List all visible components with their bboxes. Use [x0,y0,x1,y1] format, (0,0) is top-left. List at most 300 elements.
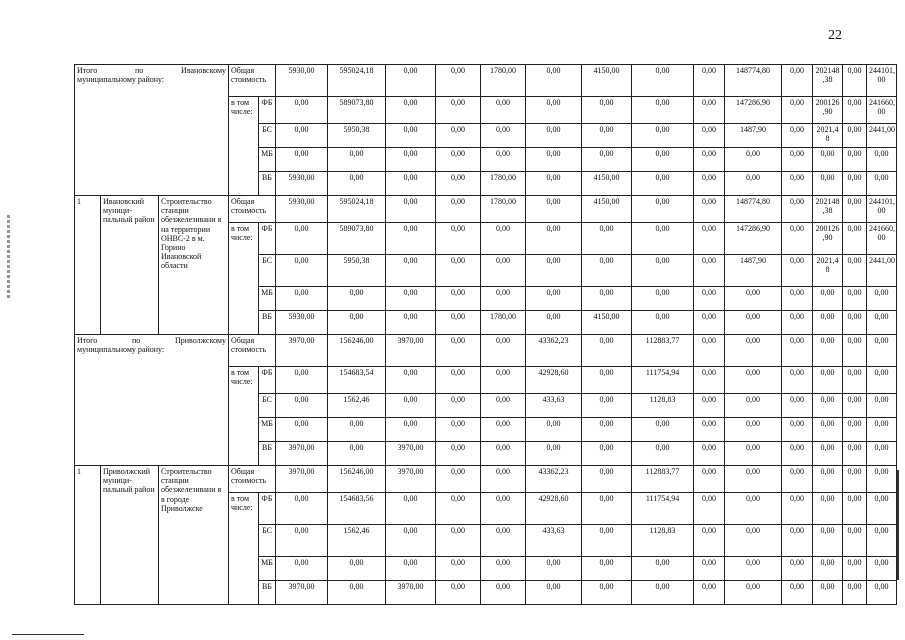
financing-table [74,64,897,605]
funding-source-code: БС [259,124,276,148]
value-cell: 0,00 [843,172,867,196]
value-cell: 0,00 [694,196,725,223]
value-cell: 0,00 [782,124,813,148]
value-cell: 2021,4 8 [813,124,843,148]
funding-source-code: ВБ [259,442,276,466]
value-cell: 0,00 [328,581,386,605]
value-cell: 0,00 [436,65,481,97]
value-cell: 0,00 [867,442,897,466]
value-cell: 0,00 [436,311,481,335]
value-cell: 0,00 [867,287,897,311]
value-cell: 0,00 [436,172,481,196]
value-cell: 0,00 [582,581,632,605]
value-cell: 3970,00 [276,466,328,493]
value-cell: 0,00 [481,493,526,525]
value-cell: 241660, 00 [867,97,897,124]
value-cell: 433,63 [526,525,582,557]
value-cell: 0,00 [582,287,632,311]
value-cell: 0,00 [582,335,632,367]
value-cell: 0,00 [582,442,632,466]
page-number: 22 [828,28,842,43]
value-cell: 111754,94 [632,367,694,394]
value-cell: 0,00 [782,148,813,172]
value-cell: 0,00 [782,442,813,466]
value-cell: 0,00 [725,418,782,442]
value-cell: 0,00 [582,466,632,493]
value-cell: 1128,83 [632,525,694,557]
value-cell: 1487,90 [725,124,782,148]
value-cell: 202148 ,38 [813,65,843,97]
table-row [75,335,897,367]
value-cell: 0,00 [436,223,481,255]
value-cell: 0,00 [582,394,632,418]
value-cell: 0,00 [276,394,328,418]
value-cell: 0,00 [813,418,843,442]
value-cell: 0,00 [694,525,725,557]
value-cell: 112883,77 [632,335,694,367]
value-cell: 156246,00 [328,466,386,493]
value-cell: 0,00 [782,311,813,335]
value-cell: 0,00 [436,394,481,418]
value-cell: 0,00 [843,255,867,287]
value-cell: 0,00 [582,124,632,148]
footnote-rule [12,634,84,635]
value-cell: 0,00 [582,148,632,172]
value-cell: 0,00 [843,525,867,557]
value-cell: 0,00 [725,493,782,525]
value-cell: 0,00 [867,493,897,525]
value-cell: 0,00 [328,442,386,466]
value-cell: 0,00 [386,223,436,255]
value-cell: 0,00 [843,493,867,525]
value-cell: 0,00 [276,148,328,172]
value-cell: 3970,00 [276,581,328,605]
value-cell: 5950,38 [328,124,386,148]
value-cell: 0,00 [481,557,526,581]
value-cell: 0,00 [436,581,481,605]
value-cell: 0,00 [843,581,867,605]
value-cell: 5950,38 [328,255,386,287]
value-cell: 3970,00 [386,581,436,605]
value-cell: 0,00 [694,581,725,605]
value-cell: 0,00 [694,418,725,442]
value-cell: 0,00 [843,287,867,311]
value-cell: 0,00 [867,172,897,196]
value-cell: 0,00 [782,525,813,557]
value-cell: 0,00 [694,311,725,335]
value-cell: 0,00 [526,255,582,287]
value-cell: 0,00 [867,581,897,605]
including-label: в том числе: [229,367,259,466]
value-cell: 2441,00 [867,124,897,148]
value-cell: 0,00 [813,442,843,466]
value-cell: 0,00 [526,124,582,148]
value-cell: 0,00 [867,418,897,442]
value-cell: 0,00 [813,172,843,196]
value-cell: 0,00 [481,124,526,148]
value-cell: 589073,80 [328,97,386,124]
value-cell: 0,00 [436,97,481,124]
table-row [75,65,897,97]
value-cell: 0,00 [276,124,328,148]
value-cell: 0,00 [694,394,725,418]
funding-source-code: ВБ [259,311,276,335]
value-cell: 0,00 [725,367,782,394]
value-cell: 154683,56 [328,493,386,525]
value-cell: 0,00 [725,172,782,196]
including-label: в том числе: [229,493,259,605]
value-cell: 0,00 [632,311,694,335]
project-description: Строительство станции обезжелезивани я в городе Приволжске [159,466,229,605]
value-cell: 0,00 [867,311,897,335]
value-cell: 4150,00 [582,65,632,97]
value-cell: 0,00 [694,335,725,367]
value-cell: 0,00 [526,148,582,172]
value-cell: 0,00 [632,196,694,223]
value-cell: 0,00 [386,311,436,335]
value-cell: 200126 ,90 [813,97,843,124]
value-cell: 0,00 [813,287,843,311]
value-cell: 0,00 [782,493,813,525]
value-cell: 0,00 [481,394,526,418]
funding-source-code: ФБ [259,97,276,124]
value-cell: 0,00 [481,466,526,493]
value-cell: 0,00 [867,557,897,581]
group-total-label-line2: муниципальному району: [77,75,165,85]
value-cell: 5930,00 [276,172,328,196]
value-cell: 0,00 [632,172,694,196]
scan-edge-line [897,470,899,580]
value-cell: 0,00 [526,287,582,311]
value-cell: 0,00 [694,172,725,196]
value-cell: 0,00 [436,335,481,367]
value-cell: 0,00 [436,493,481,525]
value-cell: 589073,80 [328,223,386,255]
value-cell: 0,00 [526,196,582,223]
value-cell: 244101, 00 [867,196,897,223]
value-cell: 0,00 [481,148,526,172]
value-cell: 0,00 [436,148,481,172]
value-cell: 43362,23 [526,335,582,367]
value-cell: 0,00 [694,124,725,148]
value-cell: 0,00 [276,418,328,442]
value-cell: 0,00 [582,223,632,255]
value-cell: 0,00 [386,557,436,581]
value-cell: 0,00 [436,525,481,557]
value-cell: 4150,00 [582,196,632,223]
group-total-label [75,335,229,466]
value-cell: 5930,00 [276,65,328,97]
value-cell: 0,00 [843,65,867,97]
value-cell: 148774,80 [725,65,782,97]
value-cell: 0,00 [843,335,867,367]
value-cell: 3970,00 [386,335,436,367]
value-cell: 0,00 [813,466,843,493]
value-cell: 0,00 [782,255,813,287]
value-cell: 0,00 [328,311,386,335]
value-cell: 0,00 [276,223,328,255]
value-cell: 0,00 [843,97,867,124]
value-cell: 42928,60 [526,367,582,394]
funding-source-code: БС [259,525,276,557]
funding-source-code: ВБ [259,172,276,196]
value-cell: 0,00 [436,196,481,223]
district-name: Приволжский муници- пальный район [101,466,159,605]
value-cell: 0,00 [632,223,694,255]
value-cell: 0,00 [386,172,436,196]
value-cell: 0,00 [725,581,782,605]
value-cell: 0,00 [386,196,436,223]
funding-source-code: ВБ [259,581,276,605]
funding-source-code: МБ [259,418,276,442]
funding-source-code: МБ [259,557,276,581]
table-row [75,466,897,493]
value-cell: 0,00 [843,442,867,466]
value-cell: 0,00 [386,124,436,148]
including-label: в том числе: [229,97,259,196]
funding-source-code: МБ [259,148,276,172]
district-name: Ивановский муници- пальный район [101,196,159,335]
value-cell: 0,00 [694,557,725,581]
value-cell: 0,00 [725,557,782,581]
value-cell: 0,00 [276,493,328,525]
value-cell: 1780,00 [481,311,526,335]
value-cell: 0,00 [386,97,436,124]
value-cell: 0,00 [782,335,813,367]
project-description: Строительство станции обезжелезивани я на территории ОНВС-2 в м. Горино Ивановской области [159,196,229,335]
value-cell: 0,00 [526,172,582,196]
value-cell: 112883,77 [632,466,694,493]
value-cell: 0,00 [436,557,481,581]
value-cell: 0,00 [481,223,526,255]
value-cell: 0,00 [725,394,782,418]
value-cell: 0,00 [582,493,632,525]
value-cell: 0,00 [328,172,386,196]
value-cell: 0,00 [867,394,897,418]
value-cell: 0,00 [481,335,526,367]
funding-source-code: ФБ [259,493,276,525]
value-cell: 147286,90 [725,97,782,124]
value-cell: 0,00 [276,287,328,311]
value-cell: 5930,00 [276,311,328,335]
value-cell: 0,00 [782,557,813,581]
value-cell: 0,00 [481,418,526,442]
value-cell: 0,00 [782,97,813,124]
value-cell: 1780,00 [481,65,526,97]
value-cell: 4150,00 [582,311,632,335]
value-cell: 1487,90 [725,255,782,287]
cost-type-label: Общая стоимость [229,196,276,223]
value-cell: 0,00 [328,557,386,581]
value-cell: 0,00 [632,65,694,97]
value-cell: 0,00 [276,557,328,581]
value-cell: 1780,00 [481,196,526,223]
value-cell: 0,00 [813,394,843,418]
value-cell: 0,00 [694,287,725,311]
value-cell: 3970,00 [386,466,436,493]
value-cell: 0,00 [436,124,481,148]
group-total-label [75,65,229,196]
value-cell: 0,00 [526,418,582,442]
value-cell: 0,00 [813,493,843,525]
value-cell: 0,00 [632,255,694,287]
value-cell: 0,00 [694,493,725,525]
value-cell: 0,00 [328,148,386,172]
value-cell: 0,00 [843,367,867,394]
value-cell: 0,00 [843,466,867,493]
value-cell: 0,00 [582,255,632,287]
value-cell: 0,00 [632,97,694,124]
value-cell: 0,00 [725,335,782,367]
value-cell: 0,00 [694,367,725,394]
value-cell: 0,00 [526,311,582,335]
value-cell: 0,00 [386,493,436,525]
value-cell: 0,00 [843,223,867,255]
value-cell: 0,00 [276,367,328,394]
value-cell: 0,00 [582,557,632,581]
value-cell: 0,00 [782,287,813,311]
value-cell: 0,00 [632,557,694,581]
value-cell: 0,00 [481,287,526,311]
including-label: в том числе: [229,223,259,335]
funding-source-code: БС [259,255,276,287]
value-cell: 0,00 [386,394,436,418]
value-cell: 147286,90 [725,223,782,255]
value-cell: 0,00 [843,557,867,581]
group-total-label-line1: Итого по Приволжскому [77,336,226,345]
value-cell: 0,00 [782,581,813,605]
value-cell: 0,00 [813,581,843,605]
value-cell: 0,00 [386,65,436,97]
value-cell: 0,00 [843,196,867,223]
value-cell: 0,00 [782,466,813,493]
value-cell: 0,00 [582,367,632,394]
value-cell: 0,00 [632,442,694,466]
value-cell: 2021,4 8 [813,255,843,287]
scan-artifact [7,215,10,300]
group-total-label-line1: Итого по Ивановскому [77,66,226,75]
value-cell: 0,00 [782,418,813,442]
value-cell: 0,00 [867,148,897,172]
funding-source-code: МБ [259,287,276,311]
value-cell: 0,00 [694,223,725,255]
value-cell: 0,00 [526,442,582,466]
value-cell: 111754,94 [632,493,694,525]
value-cell: 0,00 [813,367,843,394]
value-cell: 4150,00 [582,172,632,196]
value-cell: 0,00 [782,394,813,418]
value-cell: 0,00 [725,442,782,466]
value-cell: 0,00 [632,418,694,442]
value-cell: 0,00 [328,287,386,311]
value-cell: 0,00 [694,255,725,287]
value-cell: 0,00 [782,223,813,255]
value-cell: 0,00 [526,581,582,605]
value-cell: 3970,00 [276,335,328,367]
value-cell: 3970,00 [386,442,436,466]
value-cell: 5930,00 [276,196,328,223]
cost-type-label: Общая стоимость [229,335,276,367]
row-index: 1 [75,466,101,605]
value-cell: 0,00 [481,525,526,557]
value-cell: 0,00 [867,525,897,557]
value-cell: 0,00 [843,311,867,335]
value-cell: 0,00 [694,148,725,172]
cost-type-label: Общая стоимость [229,65,276,97]
value-cell: 0,00 [632,124,694,148]
value-cell: 0,00 [582,525,632,557]
value-cell: 0,00 [582,97,632,124]
value-cell: 1780,00 [481,172,526,196]
funding-source-code: ФБ [259,223,276,255]
value-cell: 0,00 [782,367,813,394]
value-cell: 0,00 [725,311,782,335]
value-cell: 0,00 [725,148,782,172]
value-cell: 0,00 [436,418,481,442]
value-cell: 0,00 [481,442,526,466]
value-cell: 0,00 [782,172,813,196]
value-cell: 0,00 [813,525,843,557]
value-cell: 0,00 [694,442,725,466]
value-cell: 154683,54 [328,367,386,394]
value-cell: 0,00 [436,287,481,311]
value-cell: 0,00 [843,394,867,418]
value-cell: 0,00 [582,418,632,442]
value-cell: 0,00 [843,124,867,148]
value-cell: 0,00 [843,148,867,172]
value-cell: 0,00 [632,287,694,311]
value-cell: 0,00 [632,148,694,172]
value-cell: 0,00 [526,557,582,581]
value-cell: 0,00 [725,525,782,557]
value-cell: 595024,18 [328,196,386,223]
value-cell: 43362,23 [526,466,582,493]
value-cell: 0,00 [725,466,782,493]
value-cell: 0,00 [481,367,526,394]
value-cell: 433,63 [526,394,582,418]
value-cell: 0,00 [813,148,843,172]
value-cell: 0,00 [867,335,897,367]
value-cell: 202148 ,38 [813,196,843,223]
cost-type-label: Общая стоимость [229,466,276,493]
value-cell: 1562,46 [328,525,386,557]
value-cell: 1562,46 [328,394,386,418]
funding-source-code: БС [259,394,276,418]
value-cell: 0,00 [328,418,386,442]
value-cell: 200126 ,90 [813,223,843,255]
value-cell: 148774,80 [725,196,782,223]
value-cell: 0,00 [526,97,582,124]
value-cell: 0,00 [813,311,843,335]
value-cell: 0,00 [436,466,481,493]
value-cell: 0,00 [694,466,725,493]
value-cell: 0,00 [867,466,897,493]
value-cell: 0,00 [725,287,782,311]
value-cell: 0,00 [526,65,582,97]
value-cell: 244101, 00 [867,65,897,97]
value-cell: 0,00 [694,97,725,124]
value-cell: 0,00 [436,442,481,466]
value-cell: 0,00 [276,97,328,124]
value-cell: 0,00 [526,223,582,255]
funding-source-code: ФБ [259,367,276,394]
value-cell: 0,00 [782,196,813,223]
value-cell: 0,00 [386,148,436,172]
value-cell: 241660, 00 [867,223,897,255]
value-cell: 0,00 [386,255,436,287]
value-cell: 0,00 [867,367,897,394]
value-cell: 595024,18 [328,65,386,97]
